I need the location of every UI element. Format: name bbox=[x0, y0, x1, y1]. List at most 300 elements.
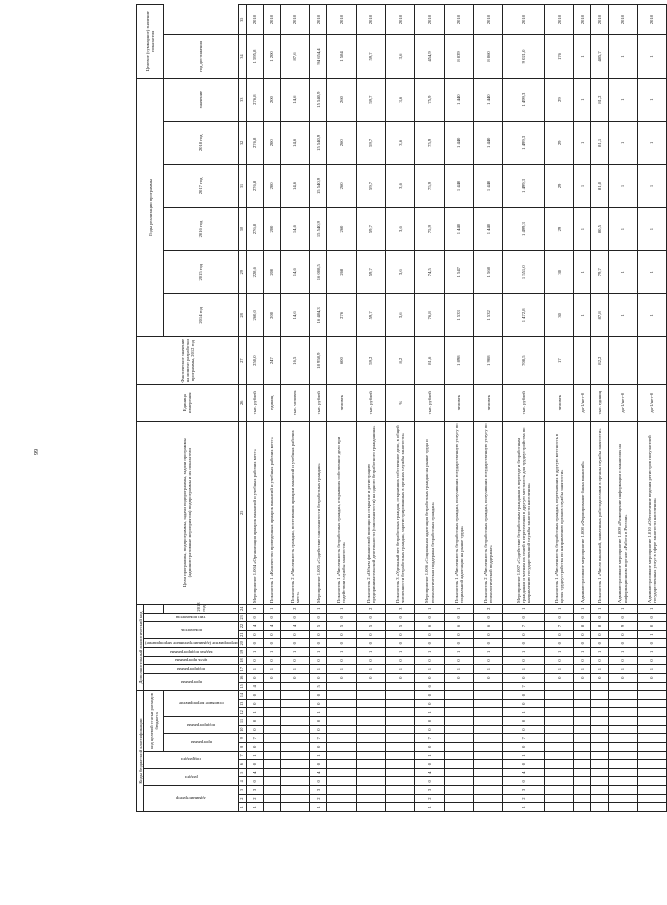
row-fact-2012: 16,5 bbox=[280, 337, 309, 384]
row-target-value: 1 584 bbox=[327, 35, 356, 78]
code-cell bbox=[574, 717, 591, 726]
code-cell bbox=[574, 734, 591, 743]
code-cell bbox=[444, 682, 473, 691]
column-index: 22 bbox=[238, 622, 246, 631]
code-cell: 0 bbox=[310, 760, 327, 769]
code-cell: 1 bbox=[310, 803, 327, 812]
code-cell bbox=[474, 794, 503, 803]
code-cell: 1 bbox=[385, 665, 414, 674]
code-cell: 0 bbox=[385, 673, 414, 682]
code-cell: 0 bbox=[310, 717, 327, 726]
code-cell bbox=[356, 803, 385, 812]
code-cell bbox=[356, 708, 385, 717]
table-row bbox=[444, 5, 473, 812]
row-year-2017: 75,9 bbox=[415, 121, 444, 164]
code-cell: 0 bbox=[503, 613, 545, 622]
row-fact-2012: 59,2 bbox=[356, 337, 385, 384]
code-cell bbox=[385, 760, 414, 769]
code-cell bbox=[356, 794, 385, 803]
row-year-2015: 1 440 bbox=[444, 208, 473, 251]
row-year-2014: 200 bbox=[263, 251, 280, 294]
code-cell bbox=[474, 734, 503, 743]
row-target-value: 9 021,0 bbox=[503, 35, 545, 78]
code-cell: 1 bbox=[503, 803, 545, 812]
header-additional-2-text: цель программы bbox=[174, 658, 208, 664]
row-year-2014: 14,6 bbox=[280, 251, 309, 294]
row-name: Показатель 1 «Численность безработных граждан, переехавших в другую местность в целях трудоустройства по направлению органов службы занятости» bbox=[545, 421, 574, 604]
code-cell: 0 bbox=[591, 673, 608, 682]
table-row bbox=[608, 5, 637, 812]
code-cell: 0 bbox=[385, 639, 414, 648]
program-indicators-table bbox=[136, 4, 667, 812]
row-year-2015: 1 bbox=[574, 208, 591, 251]
code-cell: 1 bbox=[608, 665, 637, 674]
header-additional-1 bbox=[144, 665, 239, 674]
code-cell: 4 bbox=[503, 768, 545, 777]
code-cell: 7 bbox=[310, 734, 327, 743]
code-cell: 0 bbox=[327, 639, 356, 648]
row-year-2015: 75,9 bbox=[415, 208, 444, 251]
row-year-2013: 16 484,3 bbox=[310, 294, 327, 337]
code-cell bbox=[444, 777, 473, 786]
code-cell bbox=[356, 725, 385, 734]
header-year-2015: 2015 год bbox=[164, 251, 239, 294]
row-year-2015: 3,6 bbox=[385, 208, 414, 251]
column-index: 5 bbox=[238, 768, 246, 777]
row-target-year: 2018 bbox=[608, 5, 637, 35]
code-cell bbox=[263, 786, 280, 795]
code-cell: 1 bbox=[474, 648, 503, 657]
row-year-2013: 1 bbox=[637, 294, 666, 337]
code-cell bbox=[280, 734, 309, 743]
code-cell bbox=[280, 708, 309, 717]
code-cell: 0 bbox=[503, 717, 545, 726]
row-year-2014: 1 bbox=[574, 251, 591, 294]
code-cell bbox=[591, 768, 608, 777]
code-cell: 0 bbox=[415, 630, 444, 639]
code-cell: 0 bbox=[310, 639, 327, 648]
row-target-year: 2018 bbox=[356, 5, 385, 35]
code-cell: 9 bbox=[608, 622, 637, 631]
row-unit: тыс. рублей bbox=[310, 384, 327, 421]
header-year-2013: 2013 год bbox=[164, 604, 239, 613]
code-cell: 1 bbox=[415, 604, 444, 613]
code-cell: 5 bbox=[356, 622, 385, 631]
row-year-2013: 3,6 bbox=[385, 294, 414, 337]
code-cell bbox=[545, 717, 574, 726]
code-cell bbox=[591, 699, 608, 708]
code-cell bbox=[280, 803, 309, 812]
row-year-2016: 1 499,3 bbox=[503, 164, 545, 207]
code-cell: 0 bbox=[356, 639, 385, 648]
code-cell: 0 bbox=[415, 639, 444, 648]
row-year-2015: 1 bbox=[608, 208, 637, 251]
code-cell: 1 bbox=[444, 604, 473, 613]
code-cell bbox=[356, 751, 385, 760]
code-cell bbox=[385, 708, 414, 717]
code-cell bbox=[545, 743, 574, 752]
row-year-2013: 260,0 bbox=[246, 294, 263, 337]
code-cell bbox=[474, 803, 503, 812]
header-additional-4-text: мероприятие (административное мероприятие) bbox=[144, 640, 238, 646]
code-cell: 1 bbox=[385, 648, 414, 657]
code-cell: 1 bbox=[415, 665, 444, 674]
code-cell bbox=[474, 768, 503, 777]
code-cell bbox=[637, 717, 666, 726]
code-cell bbox=[574, 760, 591, 769]
code-cell bbox=[263, 708, 280, 717]
code-cell: 0 bbox=[503, 699, 545, 708]
table-row bbox=[545, 5, 574, 812]
code-cell: 0 bbox=[246, 699, 263, 708]
code-cell: 3 bbox=[503, 786, 545, 795]
code-cell bbox=[385, 725, 414, 734]
header-additional-3 bbox=[144, 648, 239, 657]
code-cell bbox=[280, 786, 309, 795]
row-target-value: 1 595,8 bbox=[246, 35, 263, 78]
code-cell: 3 bbox=[415, 786, 444, 795]
code-cell bbox=[591, 803, 608, 812]
code-cell bbox=[280, 725, 309, 734]
row-fact-2012: 250,0 bbox=[246, 337, 263, 384]
row-year-2017: 260 bbox=[327, 121, 356, 164]
code-cell: 0 bbox=[280, 639, 309, 648]
code-cell: 4 bbox=[280, 622, 309, 631]
code-cell bbox=[591, 777, 608, 786]
code-cell bbox=[444, 699, 473, 708]
code-cell bbox=[280, 751, 309, 760]
code-cell: 0 bbox=[545, 630, 574, 639]
code-cell: 0 bbox=[444, 639, 473, 648]
code-cell bbox=[263, 768, 280, 777]
row-target-year: 2018 bbox=[385, 5, 414, 35]
row-year-2016: 1 bbox=[574, 164, 591, 207]
row-year-2014: 3,6 bbox=[385, 251, 414, 294]
code-cell bbox=[444, 708, 473, 717]
row-target-value: 454,9 bbox=[415, 35, 444, 78]
code-cell bbox=[327, 803, 356, 812]
row-fact-2012: 247 bbox=[263, 337, 280, 384]
row-target-year: 2018 bbox=[327, 5, 356, 35]
code-cell bbox=[263, 803, 280, 812]
code-cell bbox=[280, 794, 309, 803]
code-cell bbox=[327, 717, 356, 726]
code-cell bbox=[327, 768, 356, 777]
code-cell: 1 bbox=[327, 604, 356, 613]
row-year-2018: 59,7 bbox=[356, 78, 385, 121]
row-year-2015: 14,6 bbox=[280, 208, 309, 251]
code-cell: 0 bbox=[444, 656, 473, 665]
row-year-2013: 1 472,8 bbox=[503, 294, 545, 337]
code-cell: 2 bbox=[310, 794, 327, 803]
code-cell: 0 bbox=[503, 656, 545, 665]
column-index: 4 bbox=[238, 777, 246, 786]
column-index: 25 bbox=[238, 421, 246, 604]
row-year-2017: 59,7 bbox=[356, 121, 385, 164]
code-cell bbox=[385, 699, 414, 708]
row-target-year: 2018 bbox=[545, 5, 574, 35]
code-cell bbox=[444, 794, 473, 803]
code-cell bbox=[356, 777, 385, 786]
row-fact-2012 bbox=[608, 337, 637, 384]
column-index: 32 bbox=[238, 121, 246, 164]
code-cell bbox=[280, 777, 309, 786]
code-cell: 0 bbox=[385, 613, 414, 622]
code-cell: 1 bbox=[415, 751, 444, 760]
code-cell: 1 bbox=[503, 604, 545, 613]
row-year-2018: 29 bbox=[545, 78, 574, 121]
header-indicator-type-text: тип показателя bbox=[176, 615, 206, 621]
code-cell: 0 bbox=[474, 639, 503, 648]
code-cell bbox=[608, 682, 637, 691]
code-cell bbox=[280, 717, 309, 726]
code-cell bbox=[574, 725, 591, 734]
code-cell bbox=[637, 691, 666, 700]
code-cell: 0 bbox=[545, 656, 574, 665]
row-target-year: 2018 bbox=[444, 5, 473, 35]
code-cell: 0 bbox=[503, 725, 545, 734]
code-cell: 1 bbox=[503, 648, 545, 657]
row-target-value: 59,7 bbox=[356, 35, 385, 78]
row-name: Показатель 3 «Удельный вес безработных граждан, открывших собственное дело, в общей численности безработных граждан, зарегистрированных в органах службы занятости» bbox=[385, 421, 414, 604]
code-cell: 0 bbox=[574, 630, 591, 639]
code-cell: 8 bbox=[591, 622, 608, 631]
column-index: 6 bbox=[238, 760, 246, 769]
code-cell: 1 bbox=[637, 648, 666, 657]
code-cell: 4 bbox=[246, 622, 263, 631]
code-cell: 1 bbox=[356, 648, 385, 657]
code-cell bbox=[356, 768, 385, 777]
row-year-2015: 1 bbox=[637, 208, 666, 251]
column-index: 9 bbox=[238, 734, 246, 743]
code-cell bbox=[637, 699, 666, 708]
code-cell bbox=[637, 786, 666, 795]
code-cell: 0 bbox=[356, 613, 385, 622]
code-cell: 0 bbox=[246, 613, 263, 622]
row-target-value: 8 860 bbox=[474, 35, 503, 78]
code-cell: 1 bbox=[444, 665, 473, 674]
code-cell bbox=[356, 743, 385, 752]
row-year-2016: 81,0 bbox=[591, 164, 608, 207]
code-cell: 0 bbox=[574, 656, 591, 665]
page-number: 99 bbox=[34, 449, 40, 455]
row-year-2018: 15 540,9 bbox=[310, 78, 327, 121]
code-cell bbox=[545, 777, 574, 786]
code-cell bbox=[591, 734, 608, 743]
code-cell bbox=[474, 786, 503, 795]
code-cell bbox=[356, 699, 385, 708]
code-cell bbox=[444, 786, 473, 795]
code-cell: 0 bbox=[310, 613, 327, 622]
code-cell bbox=[444, 803, 473, 812]
code-cell bbox=[385, 717, 414, 726]
code-cell bbox=[591, 691, 608, 700]
row-year-2018: 260 bbox=[327, 78, 356, 121]
header-additional-5-text: показатель bbox=[180, 627, 202, 633]
table-row bbox=[246, 5, 263, 812]
header-year-2018: 2018 год bbox=[164, 121, 239, 164]
code-cell bbox=[591, 786, 608, 795]
code-cell bbox=[385, 803, 414, 812]
code-cell bbox=[608, 734, 637, 743]
row-year-2017: 29 bbox=[545, 121, 574, 164]
code-cell bbox=[574, 682, 591, 691]
column-index: 11 bbox=[238, 717, 246, 726]
row-year-2018: 1 499,3 bbox=[503, 78, 545, 121]
header-administrator-text: администратор bbox=[176, 796, 206, 802]
code-cell bbox=[574, 751, 591, 760]
code-cell: 0 bbox=[280, 630, 309, 639]
header-program bbox=[164, 734, 239, 751]
column-index: 13 bbox=[238, 699, 246, 708]
row-target-value: 485,7 bbox=[591, 35, 608, 78]
row-unit: тыс. рублей bbox=[246, 384, 263, 421]
code-cell: 1 bbox=[608, 604, 637, 613]
row-year-2013: 30 bbox=[545, 294, 574, 337]
code-cell: 0 bbox=[545, 613, 574, 622]
code-cell bbox=[591, 682, 608, 691]
rotated-table-page bbox=[128, 0, 658, 824]
code-cell: 2 bbox=[356, 604, 385, 613]
header-year-2017: 2017 год bbox=[164, 164, 239, 207]
column-index: 19 bbox=[238, 648, 246, 657]
code-cell bbox=[263, 777, 280, 786]
row-year-2018: 1 440 bbox=[444, 78, 473, 121]
row-year-2016: 1 440 bbox=[444, 164, 473, 207]
code-cell: 0 bbox=[608, 656, 637, 665]
row-year-2014: 30 bbox=[545, 251, 574, 294]
header-section bbox=[144, 768, 239, 785]
code-cell bbox=[263, 760, 280, 769]
code-cell: 0 bbox=[280, 673, 309, 682]
code-cell bbox=[327, 786, 356, 795]
header-subsection bbox=[144, 751, 239, 768]
row-target-value: 8 839 bbox=[444, 35, 473, 78]
header-budget-codes: Коды бюджетной классификации bbox=[137, 691, 144, 812]
row-year-2018: 276,8 bbox=[246, 78, 263, 121]
code-cell: 6 bbox=[444, 622, 473, 631]
row-fact-2012 bbox=[637, 337, 666, 384]
code-cell bbox=[263, 699, 280, 708]
row-year-2013: 1 533 bbox=[444, 294, 473, 337]
code-cell bbox=[545, 751, 574, 760]
code-cell: 0 bbox=[415, 613, 444, 622]
code-cell bbox=[385, 682, 414, 691]
code-cell: 1 bbox=[503, 665, 545, 674]
code-cell bbox=[574, 708, 591, 717]
code-cell: 0 bbox=[246, 673, 263, 682]
code-cell bbox=[637, 751, 666, 760]
code-cell bbox=[637, 743, 666, 752]
row-year-2014: 1 547 bbox=[444, 251, 473, 294]
column-index: 26 bbox=[238, 384, 246, 421]
row-target-value: 1 bbox=[608, 35, 637, 78]
code-cell bbox=[474, 777, 503, 786]
table-row bbox=[263, 5, 280, 812]
code-cell: 0 bbox=[246, 639, 263, 648]
row-year-2018: 1 440 bbox=[474, 78, 503, 121]
code-cell: 1 bbox=[263, 665, 280, 674]
row-year-2015: 59,7 bbox=[356, 208, 385, 251]
code-cell: 0 bbox=[503, 630, 545, 639]
row-target-year: 2018 bbox=[246, 5, 263, 35]
row-year-2015: 15 540,9 bbox=[310, 208, 327, 251]
column-index: 14 bbox=[238, 691, 246, 700]
code-cell: 6 bbox=[415, 682, 444, 691]
header-administrator bbox=[144, 786, 239, 812]
header-additional-4 bbox=[144, 639, 239, 648]
code-cell bbox=[591, 708, 608, 717]
code-cell bbox=[474, 717, 503, 726]
row-year-2017: 1 440 bbox=[474, 121, 503, 164]
row-name: Показатель 1 «Численность безработных граждан, получивших государственную услугу по социальной адаптации на рынке труда» bbox=[444, 421, 473, 604]
header-additional-1-text: подпрограмма bbox=[177, 666, 206, 672]
row-unit: да-1/нет-0 bbox=[608, 384, 637, 421]
row-year-2017: 81,1 bbox=[591, 121, 608, 164]
code-cell: 5 bbox=[310, 682, 327, 691]
code-cell: 0 bbox=[637, 613, 666, 622]
code-cell: 1 bbox=[637, 665, 666, 674]
column-index: 10 bbox=[238, 725, 246, 734]
header-year-2014: 2014 год bbox=[164, 294, 239, 337]
row-year-2014: 1 551,0 bbox=[503, 251, 545, 294]
code-cell: 0 bbox=[474, 673, 503, 682]
row-year-2014: 1 bbox=[608, 251, 637, 294]
code-cell bbox=[356, 734, 385, 743]
row-target-year: 2018 bbox=[280, 5, 309, 35]
code-cell: 0 bbox=[246, 691, 263, 700]
row-name: Показатель 2 «Численность безработных граждан, получивших государственную услугу по психологической поддержке» bbox=[474, 421, 503, 604]
row-year-2014: 74,5 bbox=[415, 251, 444, 294]
row-year-2015: 200 bbox=[263, 208, 280, 251]
row-year-2018: 1 bbox=[608, 78, 637, 121]
code-cell bbox=[263, 691, 280, 700]
code-cell: 0 bbox=[545, 639, 574, 648]
header-target: Целевое (суммарное) значение показателя bbox=[137, 5, 164, 79]
code-cell: 1 bbox=[356, 665, 385, 674]
code-cell: 1 bbox=[310, 648, 327, 657]
code-cell: 0 bbox=[356, 656, 385, 665]
row-year-2017: 14,6 bbox=[280, 121, 309, 164]
code-cell bbox=[356, 717, 385, 726]
row-target-value: 1 bbox=[637, 35, 666, 78]
code-cell: 1 bbox=[574, 665, 591, 674]
code-cell: 3 bbox=[246, 786, 263, 795]
code-cell: 0 bbox=[415, 673, 444, 682]
code-cell bbox=[385, 691, 414, 700]
code-cell bbox=[637, 725, 666, 734]
code-cell bbox=[591, 743, 608, 752]
code-cell: 0 bbox=[385, 630, 414, 639]
code-cell: 0 bbox=[637, 656, 666, 665]
column-index: 17 bbox=[238, 665, 246, 674]
code-cell bbox=[263, 751, 280, 760]
header-section-text: раздел bbox=[184, 774, 198, 780]
code-cell: 0 bbox=[608, 639, 637, 648]
code-cell bbox=[608, 751, 637, 760]
code-cell bbox=[545, 803, 574, 812]
table-row bbox=[385, 5, 414, 812]
row-year-2018: 75,9 bbox=[415, 78, 444, 121]
column-index: 3 bbox=[238, 786, 246, 795]
code-cell bbox=[591, 760, 608, 769]
code-cell: 1 bbox=[574, 604, 591, 613]
code-cell: 0 bbox=[310, 630, 327, 639]
code-cell: 0 bbox=[415, 691, 444, 700]
column-index: 33 bbox=[238, 78, 246, 121]
code-cell bbox=[356, 786, 385, 795]
column-index: 18 bbox=[238, 656, 246, 665]
